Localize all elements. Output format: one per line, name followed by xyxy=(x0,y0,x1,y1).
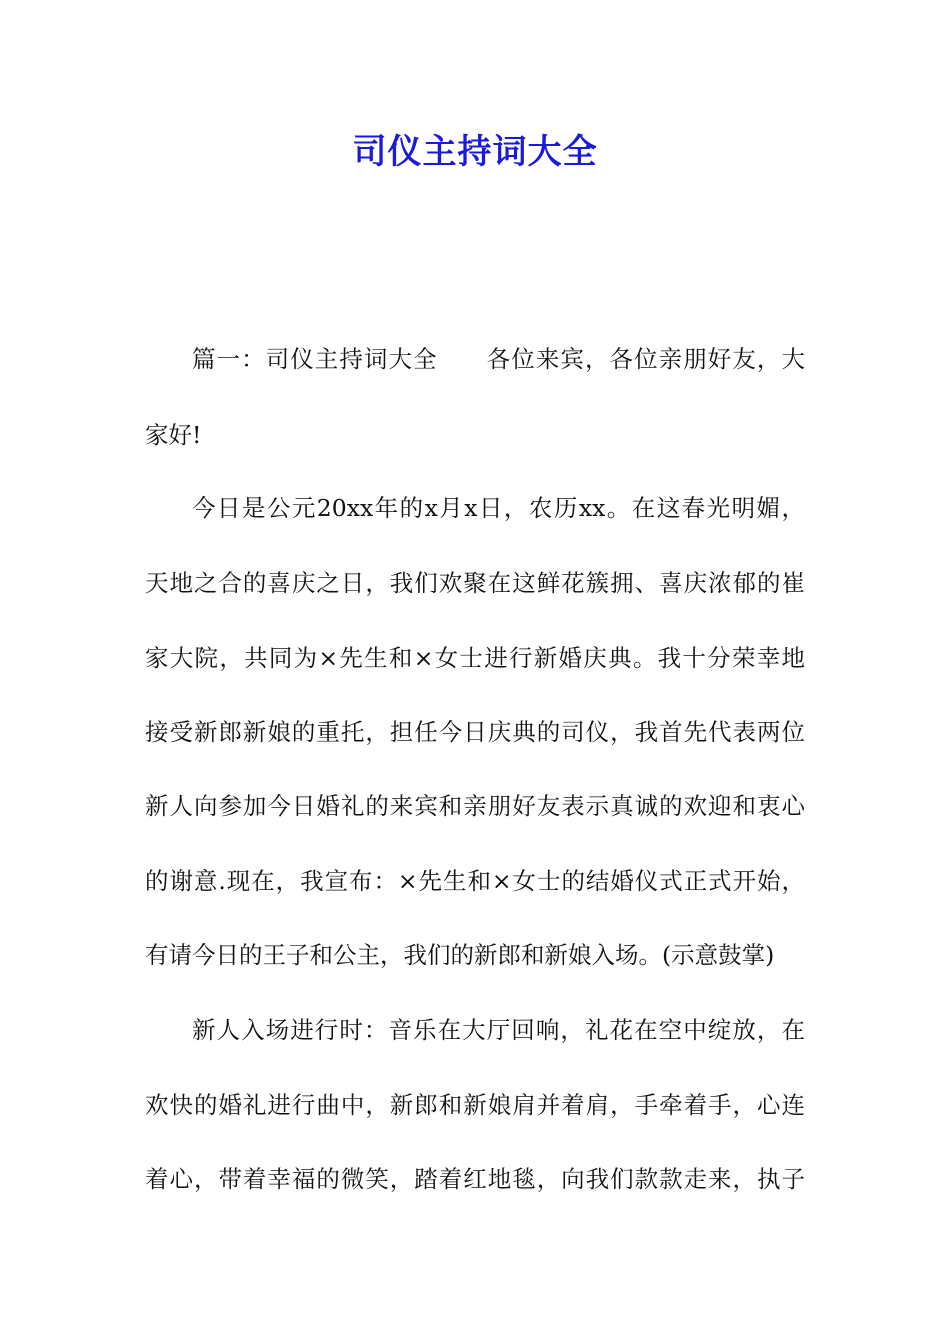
paragraph-line: 欢快的婚礼进行曲中，新郎和新娘肩并着肩，手牵着手，心连 xyxy=(145,1091,805,1119)
paragraph-line: 新人向参加今日婚礼的来宾和亲朋好友表示真诚的欢迎和衷心 xyxy=(145,792,805,820)
paragraph-line: 新人入场进行时：音乐在大厅回响，礼花在空中绽放，在 xyxy=(192,1016,805,1044)
paragraph-line: 家大院，共同为×先生和×女士进行新婚庆典。我十分荣幸地 xyxy=(145,644,805,672)
paragraph-line: 接受新郎新娘的重托，担任今日庆典的司仪，我首先代表两位 xyxy=(145,718,805,746)
paragraph-line: 今日是公元20xx年的x月x日，农历xx。在这春光明媚， xyxy=(192,494,805,522)
paragraph-line: 有请今日的王子和公主，我们的新郎和新娘入场。(示意鼓掌) xyxy=(145,941,775,969)
paragraph-line: 天地之合的喜庆之日，我们欢聚在这鲜花簇拥、喜庆浓郁的崔 xyxy=(145,569,805,597)
paragraph-line: 篇一：司仪主持词大全 各位来宾，各位亲朋好友，大 xyxy=(192,345,805,373)
paragraph-line: 的谢意.现在，我宣布：×先生和×女士的结婚仪式正式开始， xyxy=(145,867,805,895)
paragraph-line: 着心，带着幸福的微笑，踏着红地毯，向我们款款走来，执子 xyxy=(145,1165,805,1193)
document-title: 司仪主持词大全 xyxy=(352,132,598,172)
paragraph-line: 家好! xyxy=(145,421,202,449)
